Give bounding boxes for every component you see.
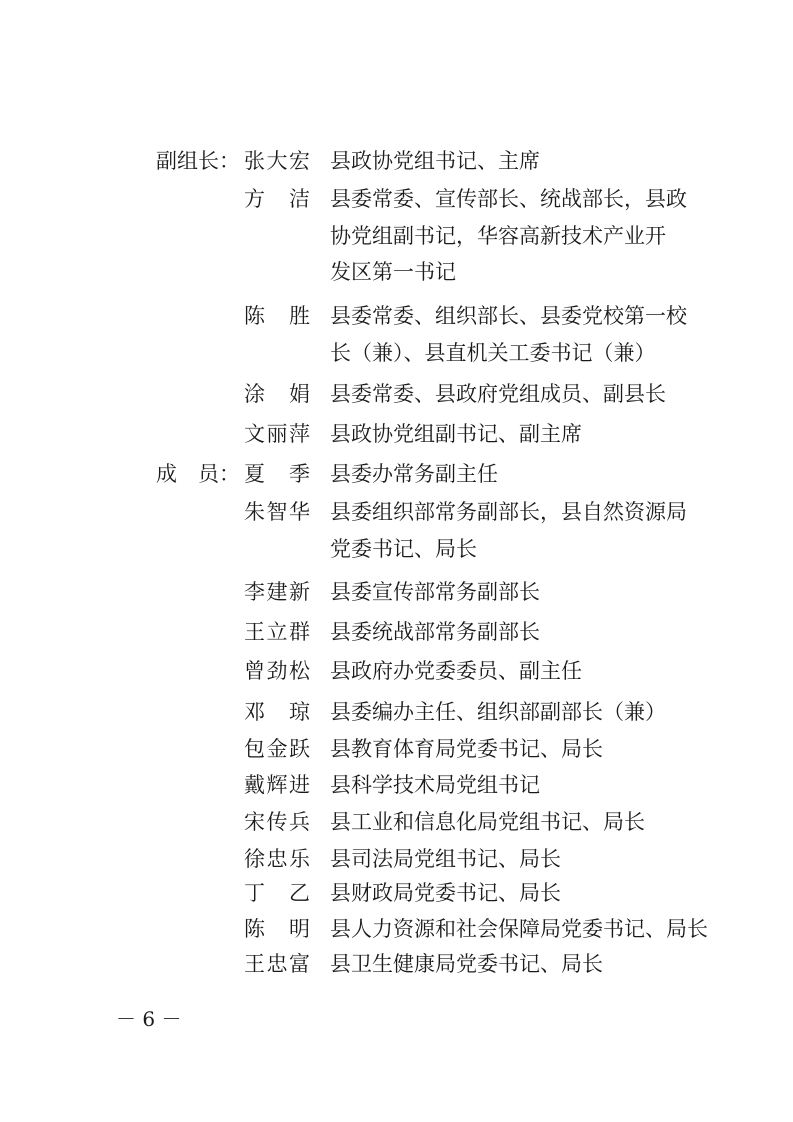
member-row [0, 143, 793, 179]
duty-line: 县委常委、县政府党组成员、副县长 [330, 382, 666, 406]
duty-line: 县委常委、宣传部长、统战部长，县政 [330, 187, 687, 211]
duty-line: 县卫生健康局党委书记、局长 [330, 952, 603, 976]
member-row [0, 911, 793, 947]
member-duty [330, 804, 692, 841]
member-name: 文丽萍 [244, 422, 310, 446]
duty-line: 县委组织部常务副部长，县自然资源局 [330, 500, 687, 524]
member-duty [330, 841, 692, 878]
duty-line: 协党组副书记，华容高新技术产业开 [330, 223, 666, 248]
duty-line: 发区第一书记 [330, 260, 456, 284]
member-row [0, 804, 793, 840]
member-duty [330, 376, 692, 413]
member-duty [330, 614, 692, 651]
member-duty [330, 767, 692, 804]
duty-line: 县委常委、组织部长、县委党校第一校 [330, 304, 687, 328]
member-row [0, 946, 793, 982]
member-name: 曾劲松 [244, 659, 310, 683]
duty-line: 县财政局党委书记、局长 [330, 881, 561, 905]
member-duty [330, 456, 692, 493]
member-name: 王立群 [244, 620, 310, 644]
member-row [0, 614, 793, 650]
duty-line: 县科学技术局党组书记 [330, 773, 540, 797]
member-name: 朱智华 [244, 500, 310, 524]
member-row [0, 456, 793, 492]
member-name: 陈 胜 [244, 304, 310, 328]
member-row [0, 731, 793, 767]
member-row [0, 376, 793, 412]
member-duty [330, 298, 692, 371]
role-label: 成 员： [156, 462, 240, 486]
member-name: 戴辉进 [244, 773, 310, 797]
member-duty [330, 416, 692, 453]
member-row [0, 841, 793, 877]
member-row [0, 574, 793, 610]
duty-line: 县委编办主任、组织部副部长（兼） [330, 700, 666, 724]
duty-line: 县人力资源和社会保障局党委书记、局长 [330, 917, 708, 941]
duty-line: 县教育体育局党委书记、局长 [330, 737, 603, 761]
member-duty [330, 653, 692, 690]
duty-line: 县政协党组副书记、副主席 [330, 422, 582, 446]
member-name: 夏 季 [244, 462, 310, 486]
member-row [0, 653, 793, 689]
role-label: 副组长： [156, 149, 240, 173]
member-name: 包金跃 [244, 737, 310, 761]
duty-line: 县政协党组书记、主席 [330, 149, 540, 173]
member-name: 宋传兵 [244, 810, 310, 834]
member-name: 涂 娟 [244, 382, 310, 406]
member-name: 张大宏 [244, 149, 310, 173]
member-duty [330, 731, 692, 768]
page-number: － 6 － [116, 1007, 182, 1031]
member-row [0, 181, 793, 284]
duty-line: 县委宣传部常务副部长 [330, 580, 540, 604]
duty-line: 县司法局党组书记、局长 [330, 847, 561, 871]
member-name: 陈 明 [244, 917, 310, 941]
duty-line: 党委书记、局长 [330, 536, 477, 561]
duty-line: 县工业和信息化局党组书记、局长 [330, 810, 645, 834]
member-row [0, 416, 793, 452]
member-name: 邓 琼 [244, 700, 310, 724]
duty-line: 县委办常务副主任 [330, 462, 498, 486]
member-duty [330, 143, 692, 180]
member-row [0, 494, 793, 561]
member-duty [330, 694, 692, 731]
duty-line: 长（兼）、县直机关工委书记（兼） [330, 340, 656, 365]
member-row [0, 767, 793, 803]
member-duty [330, 911, 708, 948]
member-row [0, 298, 793, 365]
member-duty [330, 946, 692, 983]
duty-line: 县委统战部常务副部长 [330, 620, 540, 644]
member-name: 李建新 [244, 580, 310, 604]
member-row [0, 694, 793, 730]
member-name: 方 洁 [244, 187, 310, 211]
duty-line: 县政府办党委委员、副主任 [330, 659, 582, 683]
member-name: 徐忠乐 [244, 847, 310, 871]
member-name: 王忠富 [244, 952, 310, 976]
member-row [0, 875, 793, 911]
member-name: 丁 乙 [244, 881, 310, 905]
member-duty [330, 494, 692, 567]
member-duty [330, 574, 692, 611]
member-duty [330, 875, 692, 912]
member-duty [330, 181, 692, 291]
